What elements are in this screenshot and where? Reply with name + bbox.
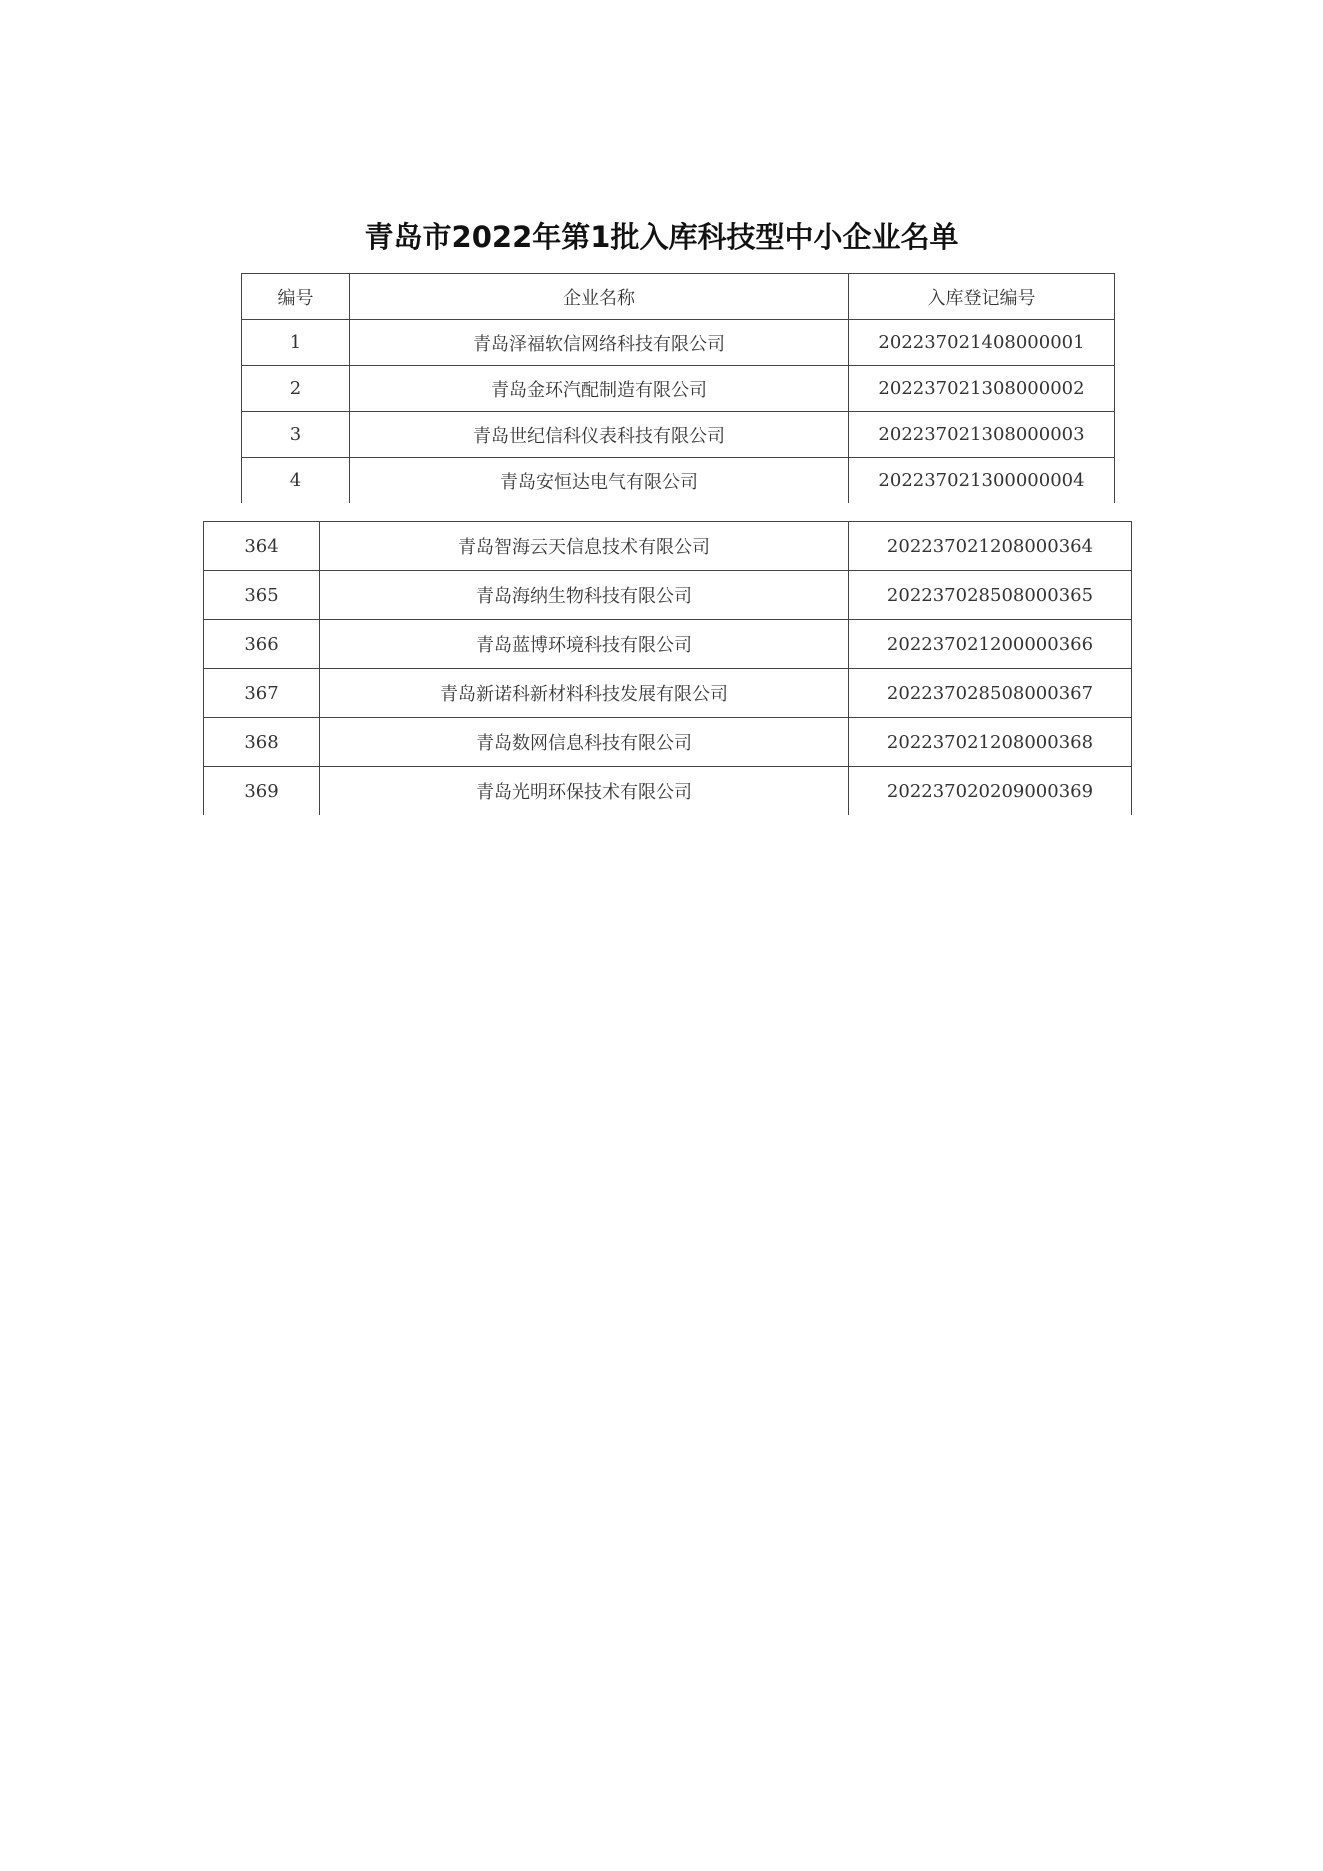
company-name: 青岛蓝博环境科技有限公司 bbox=[320, 620, 849, 669]
registration-number: 202237028508000367 bbox=[849, 669, 1132, 718]
table-row bbox=[204, 718, 1132, 767]
table-row bbox=[242, 458, 1115, 504]
row-number: 4 bbox=[242, 458, 350, 504]
row-number: 364 bbox=[204, 522, 320, 571]
registration-number: 202237020209000369 bbox=[849, 767, 1132, 816]
table-row bbox=[242, 366, 1115, 412]
table-row bbox=[242, 320, 1115, 366]
document-title: 青岛市2022年第1批入库科技型中小企业名单 bbox=[364, 220, 959, 254]
row-number: 1 bbox=[242, 320, 350, 366]
registration-number: 202237021208000364 bbox=[849, 522, 1132, 571]
row-number: 367 bbox=[204, 669, 320, 718]
company-name: 青岛海纳生物科技有限公司 bbox=[320, 571, 849, 620]
header-company-name: 企业名称 bbox=[350, 274, 849, 320]
company-table-bottom bbox=[203, 521, 1132, 815]
table-row bbox=[242, 412, 1115, 458]
registration-number: 202237021308000002 bbox=[849, 366, 1115, 412]
company-table-top bbox=[241, 273, 1115, 503]
table-row bbox=[204, 522, 1132, 571]
row-number: 368 bbox=[204, 718, 320, 767]
table-row bbox=[204, 767, 1132, 816]
registration-number: 202237028508000365 bbox=[849, 571, 1132, 620]
registration-number: 202237021300000004 bbox=[849, 458, 1115, 504]
table-row bbox=[204, 571, 1132, 620]
table-header-row bbox=[242, 274, 1115, 320]
registration-number: 202237021200000366 bbox=[849, 620, 1132, 669]
header-number: 编号 bbox=[242, 274, 350, 320]
company-name: 青岛安恒达电气有限公司 bbox=[350, 458, 849, 504]
company-name: 青岛光明环保技术有限公司 bbox=[320, 767, 849, 816]
company-name: 青岛泽福软信网络科技有限公司 bbox=[350, 320, 849, 366]
registration-number: 202237021408000001 bbox=[849, 320, 1115, 366]
header-registration-number: 入库登记编号 bbox=[849, 274, 1115, 320]
company-name: 青岛金环汽配制造有限公司 bbox=[350, 366, 849, 412]
row-number: 3 bbox=[242, 412, 350, 458]
registration-number: 202237021308000003 bbox=[849, 412, 1115, 458]
company-name: 青岛智海云天信息技术有限公司 bbox=[320, 522, 849, 571]
row-number: 369 bbox=[204, 767, 320, 816]
row-number: 366 bbox=[204, 620, 320, 669]
company-name: 青岛世纪信科仪表科技有限公司 bbox=[350, 412, 849, 458]
row-number: 2 bbox=[242, 366, 350, 412]
registration-number: 202237021208000368 bbox=[849, 718, 1132, 767]
company-name: 青岛新诺科新材料科技发展有限公司 bbox=[320, 669, 849, 718]
table-row bbox=[204, 669, 1132, 718]
table-row bbox=[204, 620, 1132, 669]
row-number: 365 bbox=[204, 571, 320, 620]
company-name: 青岛数网信息科技有限公司 bbox=[320, 718, 849, 767]
